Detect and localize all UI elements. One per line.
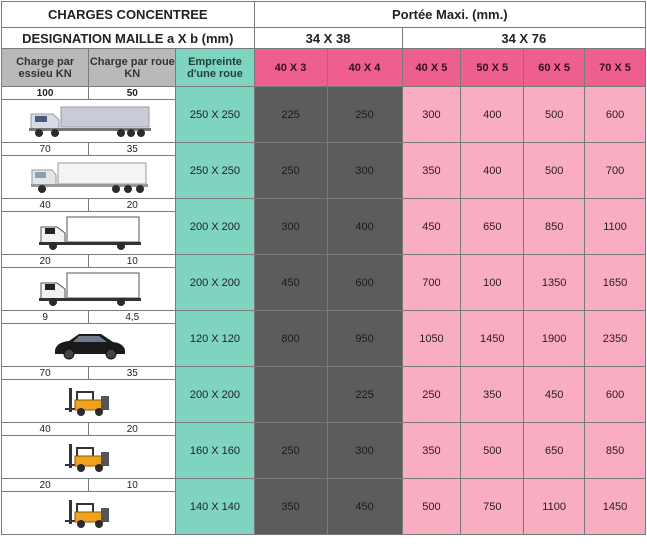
portee-value: 400 <box>327 199 402 255</box>
forklift-icon <box>2 442 175 472</box>
table-row <box>2 423 646 436</box>
semi-truck-icon <box>2 104 175 138</box>
table-row <box>2 143 646 156</box>
portee-value: 250 <box>327 87 402 143</box>
portee-value: 225 <box>327 367 402 423</box>
portee-value: 450 <box>402 199 461 255</box>
portee-value: 250 <box>254 143 327 199</box>
portee-value: 850 <box>524 199 585 255</box>
vehicle-image <box>2 268 176 311</box>
portee-value: 300 <box>402 87 461 143</box>
portee-value: 2350 <box>585 311 646 367</box>
charge-essieu-value: 70 <box>2 367 89 380</box>
empreinte-value: 160 X 160 <box>176 423 254 479</box>
portee-value: 850 <box>585 423 646 479</box>
portee-value: 350 <box>402 143 461 199</box>
vehicle-image <box>2 156 176 199</box>
portee-value: 100 <box>461 255 524 311</box>
portee-value: 650 <box>461 199 524 255</box>
charge-essieu-value: 100 <box>2 87 89 100</box>
portee-value: 500 <box>524 143 585 199</box>
portee-value: 1650 <box>585 255 646 311</box>
portee-value: 600 <box>327 255 402 311</box>
portee-value: 350 <box>402 423 461 479</box>
portee-value: 750 <box>461 479 524 535</box>
vehicle-image <box>2 324 176 367</box>
col-charge-essieu: Charge par essieu KN <box>2 49 89 87</box>
vehicle-image <box>2 436 176 479</box>
table-row <box>2 311 646 324</box>
portee-value: 350 <box>254 479 327 535</box>
table-row <box>2 367 646 380</box>
charge-roue-value: 4,5 <box>89 311 176 324</box>
portee-value: 1350 <box>524 255 585 311</box>
col-charge-roue: Charge par roue KN <box>89 49 176 87</box>
empreinte-value: 120 X 120 <box>176 311 254 367</box>
portee-value: 1100 <box>585 199 646 255</box>
charge-roue-value: 20 <box>89 423 176 436</box>
box-truck-icon <box>2 160 175 194</box>
portee-value: 500 <box>461 423 524 479</box>
van-truck-icon <box>2 215 175 251</box>
portee-value: 250 <box>254 423 327 479</box>
portee-value: 600 <box>585 87 646 143</box>
charge-roue-value: 35 <box>89 367 176 380</box>
portee-value: 700 <box>585 143 646 199</box>
col-mesh-60x5: 60 X 5 <box>524 49 585 87</box>
portee-value: 225 <box>254 87 327 143</box>
table-row <box>2 199 646 212</box>
vehicle-image <box>2 212 176 255</box>
load-capacity-table <box>1 1 646 535</box>
charge-essieu-value: 40 <box>2 423 89 436</box>
col-mesh-40x3: 40 X 3 <box>254 49 327 87</box>
car-icon <box>2 330 175 360</box>
col-mesh-40x4: 40 X 4 <box>327 49 402 87</box>
portee-value: 400 <box>461 143 524 199</box>
portee-value: 450 <box>524 367 585 423</box>
portee-value: 1050 <box>402 311 461 367</box>
charge-roue-value: 35 <box>89 143 176 156</box>
portee-value: 450 <box>254 255 327 311</box>
portee-value: 1100 <box>524 479 585 535</box>
forklift-icon <box>2 386 175 416</box>
group-34x76: 34 X 76 <box>402 28 645 49</box>
charge-roue-value: 20 <box>89 199 176 212</box>
vehicle-image <box>2 492 176 535</box>
col-mesh-50x5: 50 X 5 <box>461 49 524 87</box>
empreinte-value: 200 X 200 <box>176 367 254 423</box>
group-34x38: 34 X 38 <box>254 28 402 49</box>
charge-essieu-value: 40 <box>2 199 89 212</box>
vehicle-image <box>2 100 176 143</box>
portee-value: 700 <box>402 255 461 311</box>
empreinte-value: 140 X 140 <box>176 479 254 535</box>
designation-title: DESIGNATION MAILLE a X b (mm) <box>2 28 255 49</box>
portee-value: 950 <box>327 311 402 367</box>
table-row <box>2 87 646 100</box>
empreinte-value: 250 X 250 <box>176 87 254 143</box>
portee-value: 400 <box>461 87 524 143</box>
charge-essieu-value: 20 <box>2 255 89 268</box>
portee-value: 1450 <box>585 479 646 535</box>
portee-value: 300 <box>327 423 402 479</box>
portee-value: 650 <box>524 423 585 479</box>
portee-value: 450 <box>327 479 402 535</box>
charge-essieu-value: 9 <box>2 311 89 324</box>
portee-value: 500 <box>524 87 585 143</box>
portee-value: 300 <box>254 199 327 255</box>
forklift-icon <box>2 498 175 528</box>
empreinte-value: 200 X 200 <box>176 255 254 311</box>
charge-essieu-value: 20 <box>2 479 89 492</box>
charge-essieu-value: 70 <box>2 143 89 156</box>
vehicle-image <box>2 380 176 423</box>
charge-roue-value: 50 <box>89 87 176 100</box>
col-mesh-70x5: 70 X 5 <box>585 49 646 87</box>
portee-value: 350 <box>461 367 524 423</box>
table-row <box>2 479 646 492</box>
portee-value: 300 <box>327 143 402 199</box>
portee-value: 500 <box>402 479 461 535</box>
table-row <box>2 255 646 268</box>
portee-value: 800 <box>254 311 327 367</box>
portee-title: Portée Maxi. (mm.) <box>254 2 645 28</box>
charges-title: CHARGES CONCENTREE <box>2 2 255 28</box>
empreinte-value: 200 X 200 <box>176 199 254 255</box>
col-empreinte: Empreinte d'une roue <box>176 49 254 87</box>
portee-value: 600 <box>585 367 646 423</box>
small-truck-icon <box>2 271 175 307</box>
portee-value: 250 <box>402 367 461 423</box>
col-mesh-40x5: 40 X 5 <box>402 49 461 87</box>
portee-value: 1450 <box>461 311 524 367</box>
empreinte-value: 250 X 250 <box>176 143 254 199</box>
portee-value: 1900 <box>524 311 585 367</box>
portee-value <box>254 367 327 423</box>
charge-roue-value: 10 <box>89 255 176 268</box>
charge-roue-value: 10 <box>89 479 176 492</box>
